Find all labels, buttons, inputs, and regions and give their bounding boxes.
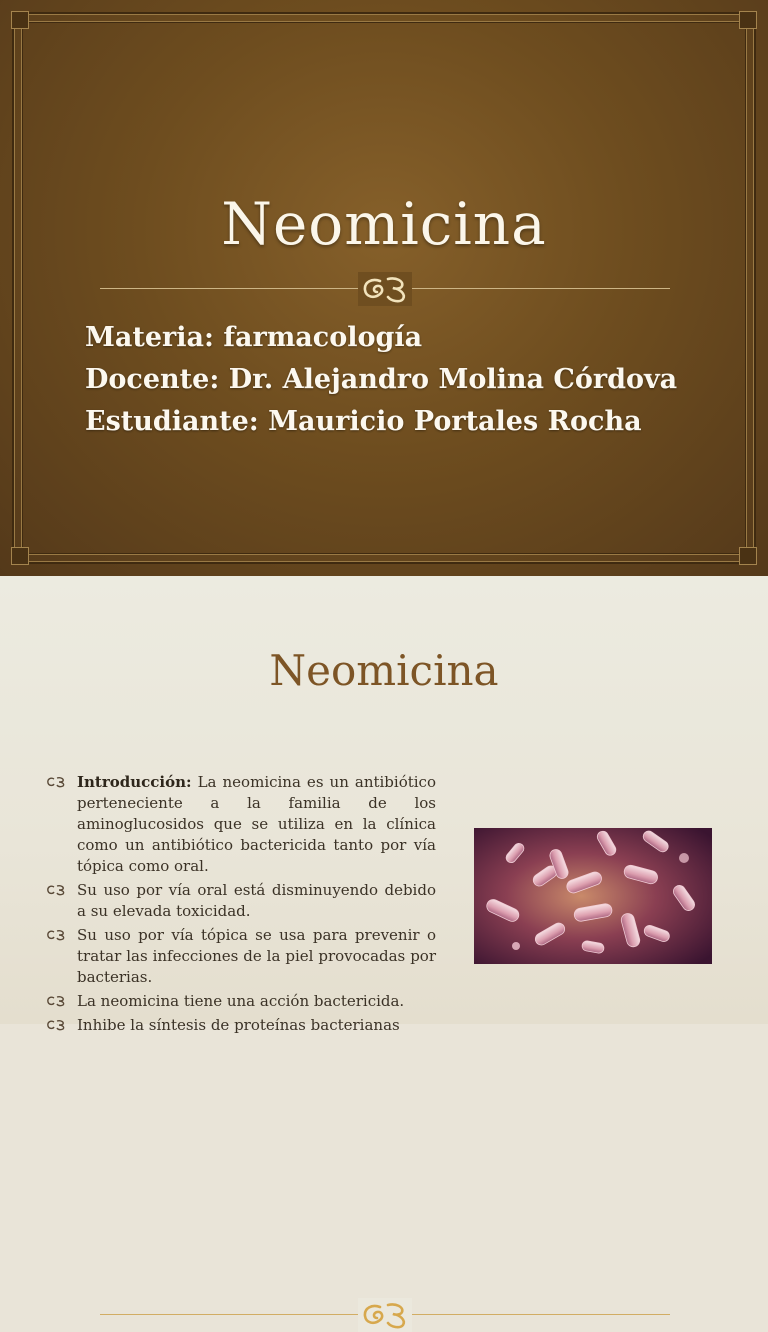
bullet-text: Inhibe la síntesis de proteínas bacterianas (77, 1016, 400, 1034)
frame-corner (11, 547, 29, 565)
flourish-bullet-icon (46, 1019, 66, 1031)
flourish-ornament-icon (358, 272, 412, 306)
frame-corner (11, 11, 29, 29)
title-slide (0, 0, 768, 576)
list-item (46, 991, 436, 1012)
bullet-label: Introducción: (77, 773, 192, 791)
bullet-text: La neomicina tiene una acción bactericida. (77, 992, 405, 1010)
bullet-text: Su uso por vía oral está disminuyendo debido a su elevada toxicidad. (77, 881, 436, 920)
flourish-bullet-icon (46, 884, 66, 896)
flourish-bullet-icon (46, 776, 66, 788)
bacteria-image (474, 828, 712, 964)
slide-title: Neomicina (221, 190, 547, 258)
frame-corner (739, 11, 757, 29)
flourish-bullet-icon (46, 995, 66, 1007)
content-slide (0, 576, 768, 1034)
bullet-text: Su uso por vía tópica se usa para prevenir o tratar las infecciones de la piel provocadas por bacterias. (77, 926, 436, 986)
list-item (46, 925, 436, 988)
list-item (46, 880, 436, 922)
frame-corner (739, 547, 757, 565)
bullet-list (46, 772, 436, 1039)
bullet-text: La neomicina es un antibiótico perteneciente a la familia de los aminoglucosidos que se utiliza en la clínica como un antibiótico bactericida tanto por vía tópica como oral. (77, 773, 436, 875)
slide-title: Neomicina (269, 646, 499, 695)
list-item (46, 772, 436, 877)
student-line: Estudiante: Mauricio Portales Rocha (85, 406, 642, 437)
subject-line: Materia: farmacología (85, 322, 423, 353)
flourish-ornament-icon (358, 1298, 412, 1332)
flourish-bullet-icon (46, 929, 66, 941)
teacher-line: Docente: Dr. Alejandro Molina Córdova (85, 364, 678, 395)
list-item (46, 1015, 436, 1036)
